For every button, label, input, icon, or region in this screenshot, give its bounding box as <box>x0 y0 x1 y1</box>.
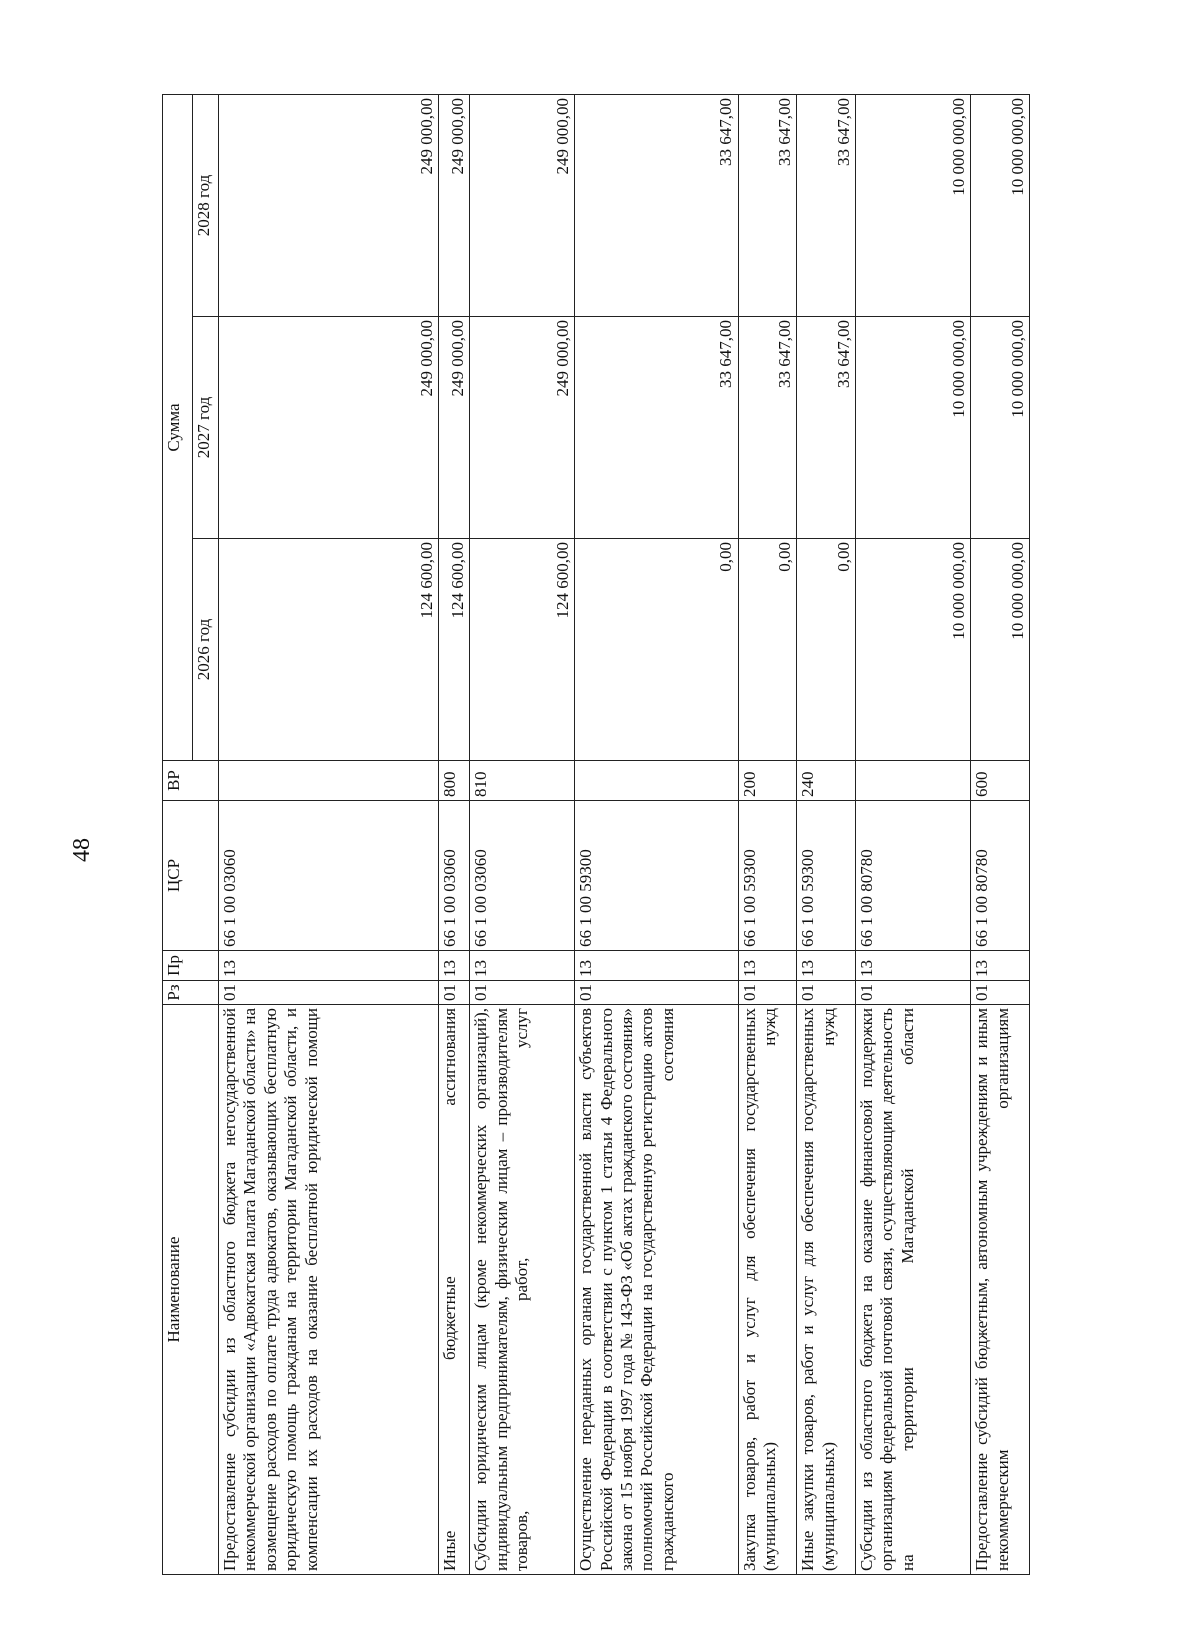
budget-table <box>162 94 1030 1575</box>
table-row <box>470 94 575 1574</box>
row-vr: 810 <box>470 761 575 801</box>
row-vr: 600 <box>971 761 1030 801</box>
header-year-2026: 2026 год <box>193 539 219 761</box>
row-name: Иные бюджетные ассигнования <box>439 1005 470 1575</box>
row-name: Осуществление переданных органам государственной власти субъектов Российской Федерации в соответствии с пунктом 1 статьи 4 Федерального закона от 15 ноября 1997 года № 143-ФЗ «Об актах гражданского состояния» полномочий Российской Федерации на государственную регистрацию актов гражданского состояния <box>575 1005 738 1575</box>
row-rz: 01 <box>856 981 971 1005</box>
row-rz: 01 <box>738 981 797 1005</box>
row-sum-2028: 10 000 000,00 <box>971 94 1030 316</box>
row-sum-2026: 0,00 <box>575 539 738 761</box>
row-name: Субсидии из областного бюджета на оказание финансовой поддержки организациям федеральной почтовой связи, осуществляющим деятельность на территории Магаданской области <box>856 1005 971 1575</box>
row-sum-2028: 249 000,00 <box>439 94 470 316</box>
row-sum-2026: 124 600,00 <box>470 539 575 761</box>
row-sum-2028: 10 000 000,00 <box>856 94 971 316</box>
row-csr: 66 1 00 03060 <box>219 801 439 951</box>
row-pr: 13 <box>971 951 1030 981</box>
row-pr: 13 <box>470 951 575 981</box>
row-sum-2026: 124 600,00 <box>439 539 470 761</box>
table-row <box>738 94 797 1574</box>
row-rz: 01 <box>219 981 439 1005</box>
row-name: Предоставление субсидий бюджетным, автономным учреждениям и иным некоммерческим организациям <box>971 1005 1030 1575</box>
row-sum-2027: 33 647,00 <box>797 317 856 539</box>
row-rz: 01 <box>470 981 575 1005</box>
table-row <box>797 94 856 1574</box>
budget-table-rotated <box>162 95 1030 1575</box>
page-number: 48 <box>68 838 95 862</box>
row-pr: 13 <box>439 951 470 981</box>
row-vr <box>219 761 439 801</box>
row-sum-2026: 10 000 000,00 <box>856 539 971 761</box>
row-sum-2027: 249 000,00 <box>219 317 439 539</box>
row-pr: 13 <box>575 951 738 981</box>
row-pr: 13 <box>856 951 971 981</box>
row-name: Субсидии юридическим лицам (кроме некоммерческих организаций), индивидуальным предпринимателям, физическим лицам – производителям товаров, работ, услуг <box>470 1005 575 1575</box>
header-vr: ВР <box>163 761 219 801</box>
row-sum-2028: 249 000,00 <box>470 94 575 316</box>
row-csr: 66 1 00 59300 <box>575 801 738 951</box>
row-csr: 66 1 00 59300 <box>738 801 797 951</box>
row-csr: 66 1 00 03060 <box>470 801 575 951</box>
header-year-2027: 2027 год <box>193 317 219 539</box>
row-csr: 66 1 00 80780 <box>971 801 1030 951</box>
row-sum-2027: 249 000,00 <box>439 317 470 539</box>
row-sum-2026: 124 600,00 <box>219 539 439 761</box>
header-rz: Рз <box>163 981 219 1005</box>
row-sum-2026: 0,00 <box>797 539 856 761</box>
row-pr: 13 <box>219 951 439 981</box>
row-sum-2028: 249 000,00 <box>219 94 439 316</box>
table-row <box>219 94 439 1574</box>
header-year-2028: 2028 год <box>193 94 219 316</box>
row-sum-2027: 33 647,00 <box>575 317 738 539</box>
row-csr: 66 1 00 03060 <box>439 801 470 951</box>
row-sum-2028: 33 647,00 <box>797 94 856 316</box>
table-row <box>971 94 1030 1574</box>
row-vr <box>856 761 971 801</box>
row-rz: 01 <box>971 981 1030 1005</box>
row-name: Иные закупки товаров, работ и услуг для обеспечения государственных (муниципальных) нужд <box>797 1005 856 1575</box>
row-sum-2028: 33 647,00 <box>575 94 738 316</box>
table-row <box>575 94 738 1574</box>
row-sum-2027: 10 000 000,00 <box>856 317 971 539</box>
row-sum-2027: 33 647,00 <box>738 317 797 539</box>
table-row <box>439 94 470 1574</box>
row-csr: 66 1 00 59300 <box>797 801 856 951</box>
row-csr: 66 1 00 80780 <box>856 801 971 951</box>
row-name: Предоставление субсидии из областного бюджета негосударственной некоммерческой организации «Адвокатская палата Магаданской области» на возмещение расходов по оплате труда адвокатов, оказывающих бесплатную юридическую помощь гражданам на территории Магаданской области, и компенсации их расходов на оказание бесплатной юридической помощи <box>219 1005 439 1575</box>
row-sum-2027: 10 000 000,00 <box>971 317 1030 539</box>
row-sum-2026: 0,00 <box>738 539 797 761</box>
row-vr <box>575 761 738 801</box>
header-pr: Пр <box>163 951 219 981</box>
row-vr: 240 <box>797 761 856 801</box>
row-sum-2028: 33 647,00 <box>738 94 797 316</box>
row-pr: 13 <box>738 951 797 981</box>
row-sum-2026: 10 000 000,00 <box>971 539 1030 761</box>
header-sum: Сумма <box>163 94 193 760</box>
header-name: Наименование <box>163 1005 219 1575</box>
row-vr: 200 <box>738 761 797 801</box>
row-name: Закупка товаров, работ и услуг для обеспечения государственных (муниципальных) нужд <box>738 1005 797 1575</box>
header-csr: ЦСР <box>163 801 219 951</box>
row-vr: 800 <box>439 761 470 801</box>
table-row <box>856 94 971 1574</box>
row-rz: 01 <box>575 981 738 1005</box>
row-pr: 13 <box>797 951 856 981</box>
row-sum-2027: 249 000,00 <box>470 317 575 539</box>
row-rz: 01 <box>439 981 470 1005</box>
row-rz: 01 <box>797 981 856 1005</box>
